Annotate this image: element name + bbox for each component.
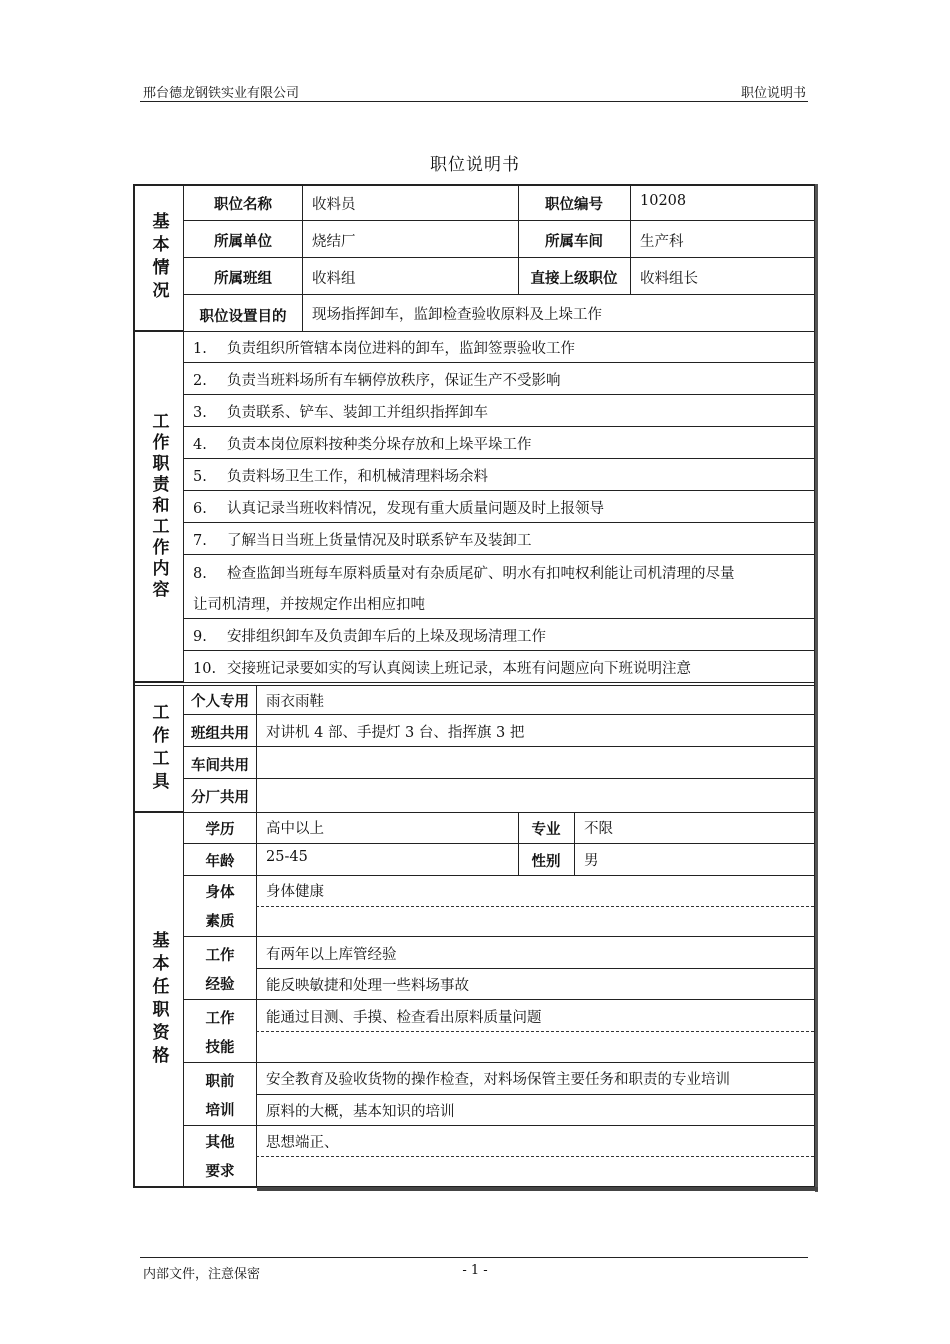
purpose-label: 职位设置目的 bbox=[199, 309, 287, 325]
workshop-value: 生产科 bbox=[640, 234, 684, 250]
tool-label: 分厂共用 bbox=[191, 790, 249, 806]
other-label: 其他 bbox=[205, 1135, 235, 1151]
health-value: 身体健康 bbox=[266, 884, 324, 900]
unit-label: 所属单位 bbox=[214, 234, 272, 250]
tool-value: 雨衣雨鞋 bbox=[266, 694, 324, 710]
education-label: 学历 bbox=[205, 822, 235, 838]
workshop-label: 所属车间 bbox=[545, 234, 603, 250]
duty-item: 1. 负责组织所管辖本岗位进料的卸车，监卸签票验收工作 bbox=[193, 341, 575, 357]
superior-value: 收料组长 bbox=[640, 271, 698, 287]
table-shadow-right bbox=[815, 184, 818, 1192]
unit-value: 烧结厂 bbox=[312, 234, 356, 250]
duty-item: 10. 交接班记录要如实的写认真阅读上班记录，本班有问题应向下班说明注意 bbox=[193, 661, 691, 677]
page-title: 职位说明书 bbox=[430, 155, 520, 175]
experience-value: 能反映敏捷和处理一些料场事故 bbox=[266, 978, 469, 994]
training-label: 职前 bbox=[205, 1074, 235, 1090]
team-value: 收料组 bbox=[312, 271, 356, 287]
position-name: 收料员 bbox=[312, 197, 356, 213]
tool-label: 个人专用 bbox=[191, 694, 249, 710]
duty-item-continuation: 让司机清理，并按规定作出相应扣吨 bbox=[193, 597, 425, 613]
experience-label: 工作 bbox=[205, 948, 235, 964]
team-label: 所属班组 bbox=[214, 271, 272, 287]
header-company: 邢台德龙钢铁实业有限公司 bbox=[143, 86, 300, 101]
duty-item: 6. 认真记录当班收料情况，发现有重大质量问题及时上报领导 bbox=[193, 501, 604, 517]
purpose-value: 现场指挥卸车，监卸检查验收原料及上垛工作 bbox=[312, 307, 602, 323]
training-value: 安全教育及验收货物的操作检查，对料场保管主要任务和职责的专业培训 bbox=[266, 1072, 730, 1088]
major-value: 不限 bbox=[584, 821, 613, 837]
section-duties: 工作职责和工作内容 bbox=[135, 332, 184, 682]
header-doc-type: 职位说明书 bbox=[740, 86, 806, 101]
age-label: 年龄 bbox=[205, 854, 235, 870]
superior-label: 直接上级职位 bbox=[530, 271, 618, 287]
table-shadow-bottom bbox=[257, 1187, 818, 1191]
other-label: 要求 bbox=[205, 1164, 235, 1180]
duty-item: 5. 负责料场卫生工作，和机械清理料场余料 bbox=[193, 469, 488, 485]
duty-item: 2. 负责当班料场所有车辆停放秩序，保证生产不受影响 bbox=[193, 373, 561, 389]
footer-rule bbox=[140, 1257, 808, 1258]
page-number: - 1 - bbox=[462, 1263, 488, 1278]
header-rule bbox=[140, 101, 808, 102]
skills-label: 技能 bbox=[205, 1040, 235, 1056]
footer-note: 内部文件，注意保密 bbox=[143, 1267, 261, 1282]
training-label: 培训 bbox=[205, 1103, 235, 1119]
other-value: 思想端正、 bbox=[266, 1135, 339, 1151]
duty-item: 8. 检查监卸当班每车原料质量对有杂质尾矿、明水有扣吨权利能让司机清理的尽量 bbox=[193, 566, 735, 582]
section-basic-info: 基本情况 bbox=[135, 186, 184, 331]
duty-item: 7. 了解当日当班上货量情况及时联系铲车及装卸工 bbox=[193, 533, 532, 549]
duty-item: 9. 安排组织卸车及负责卸车后的上垛及现场清理工作 bbox=[193, 629, 546, 645]
skills-value: 能通过目测、手摸、检查看出原料质量问题 bbox=[266, 1010, 542, 1026]
tool-label: 班组共用 bbox=[191, 726, 249, 742]
position-code: 10208 bbox=[640, 193, 687, 209]
position-code-label: 职位编号 bbox=[545, 197, 603, 213]
gender-label: 性别 bbox=[531, 854, 561, 870]
position-name-label: 职位名称 bbox=[214, 197, 272, 213]
experience-label: 经验 bbox=[205, 977, 235, 993]
section-qualifications: 基本任职资格 bbox=[135, 813, 184, 1186]
major-label: 专业 bbox=[531, 822, 561, 838]
skills-label: 工作 bbox=[205, 1011, 235, 1027]
education-value: 高中以上 bbox=[266, 821, 324, 837]
tool-value: 对讲机 4 部、手提灯 3 台、指挥旗 3 把 bbox=[266, 725, 525, 741]
experience-value: 有两年以上库管经验 bbox=[266, 947, 397, 963]
tool-label: 车间共用 bbox=[191, 758, 249, 774]
training-value: 原料的大概，基本知识的培训 bbox=[266, 1104, 455, 1120]
gender-value: 男 bbox=[584, 853, 599, 869]
section-tools: 工作工具 bbox=[135, 686, 184, 812]
health-label: 素质 bbox=[205, 914, 235, 930]
health-label: 身体 bbox=[205, 885, 235, 901]
age-value: 25-45 bbox=[266, 849, 308, 865]
duty-item: 4. 负责本岗位原料按种类分垛存放和上垛平垛工作 bbox=[193, 437, 532, 453]
duty-item: 3. 负责联系、铲车、装卸工并组织指挥卸车 bbox=[193, 405, 488, 421]
